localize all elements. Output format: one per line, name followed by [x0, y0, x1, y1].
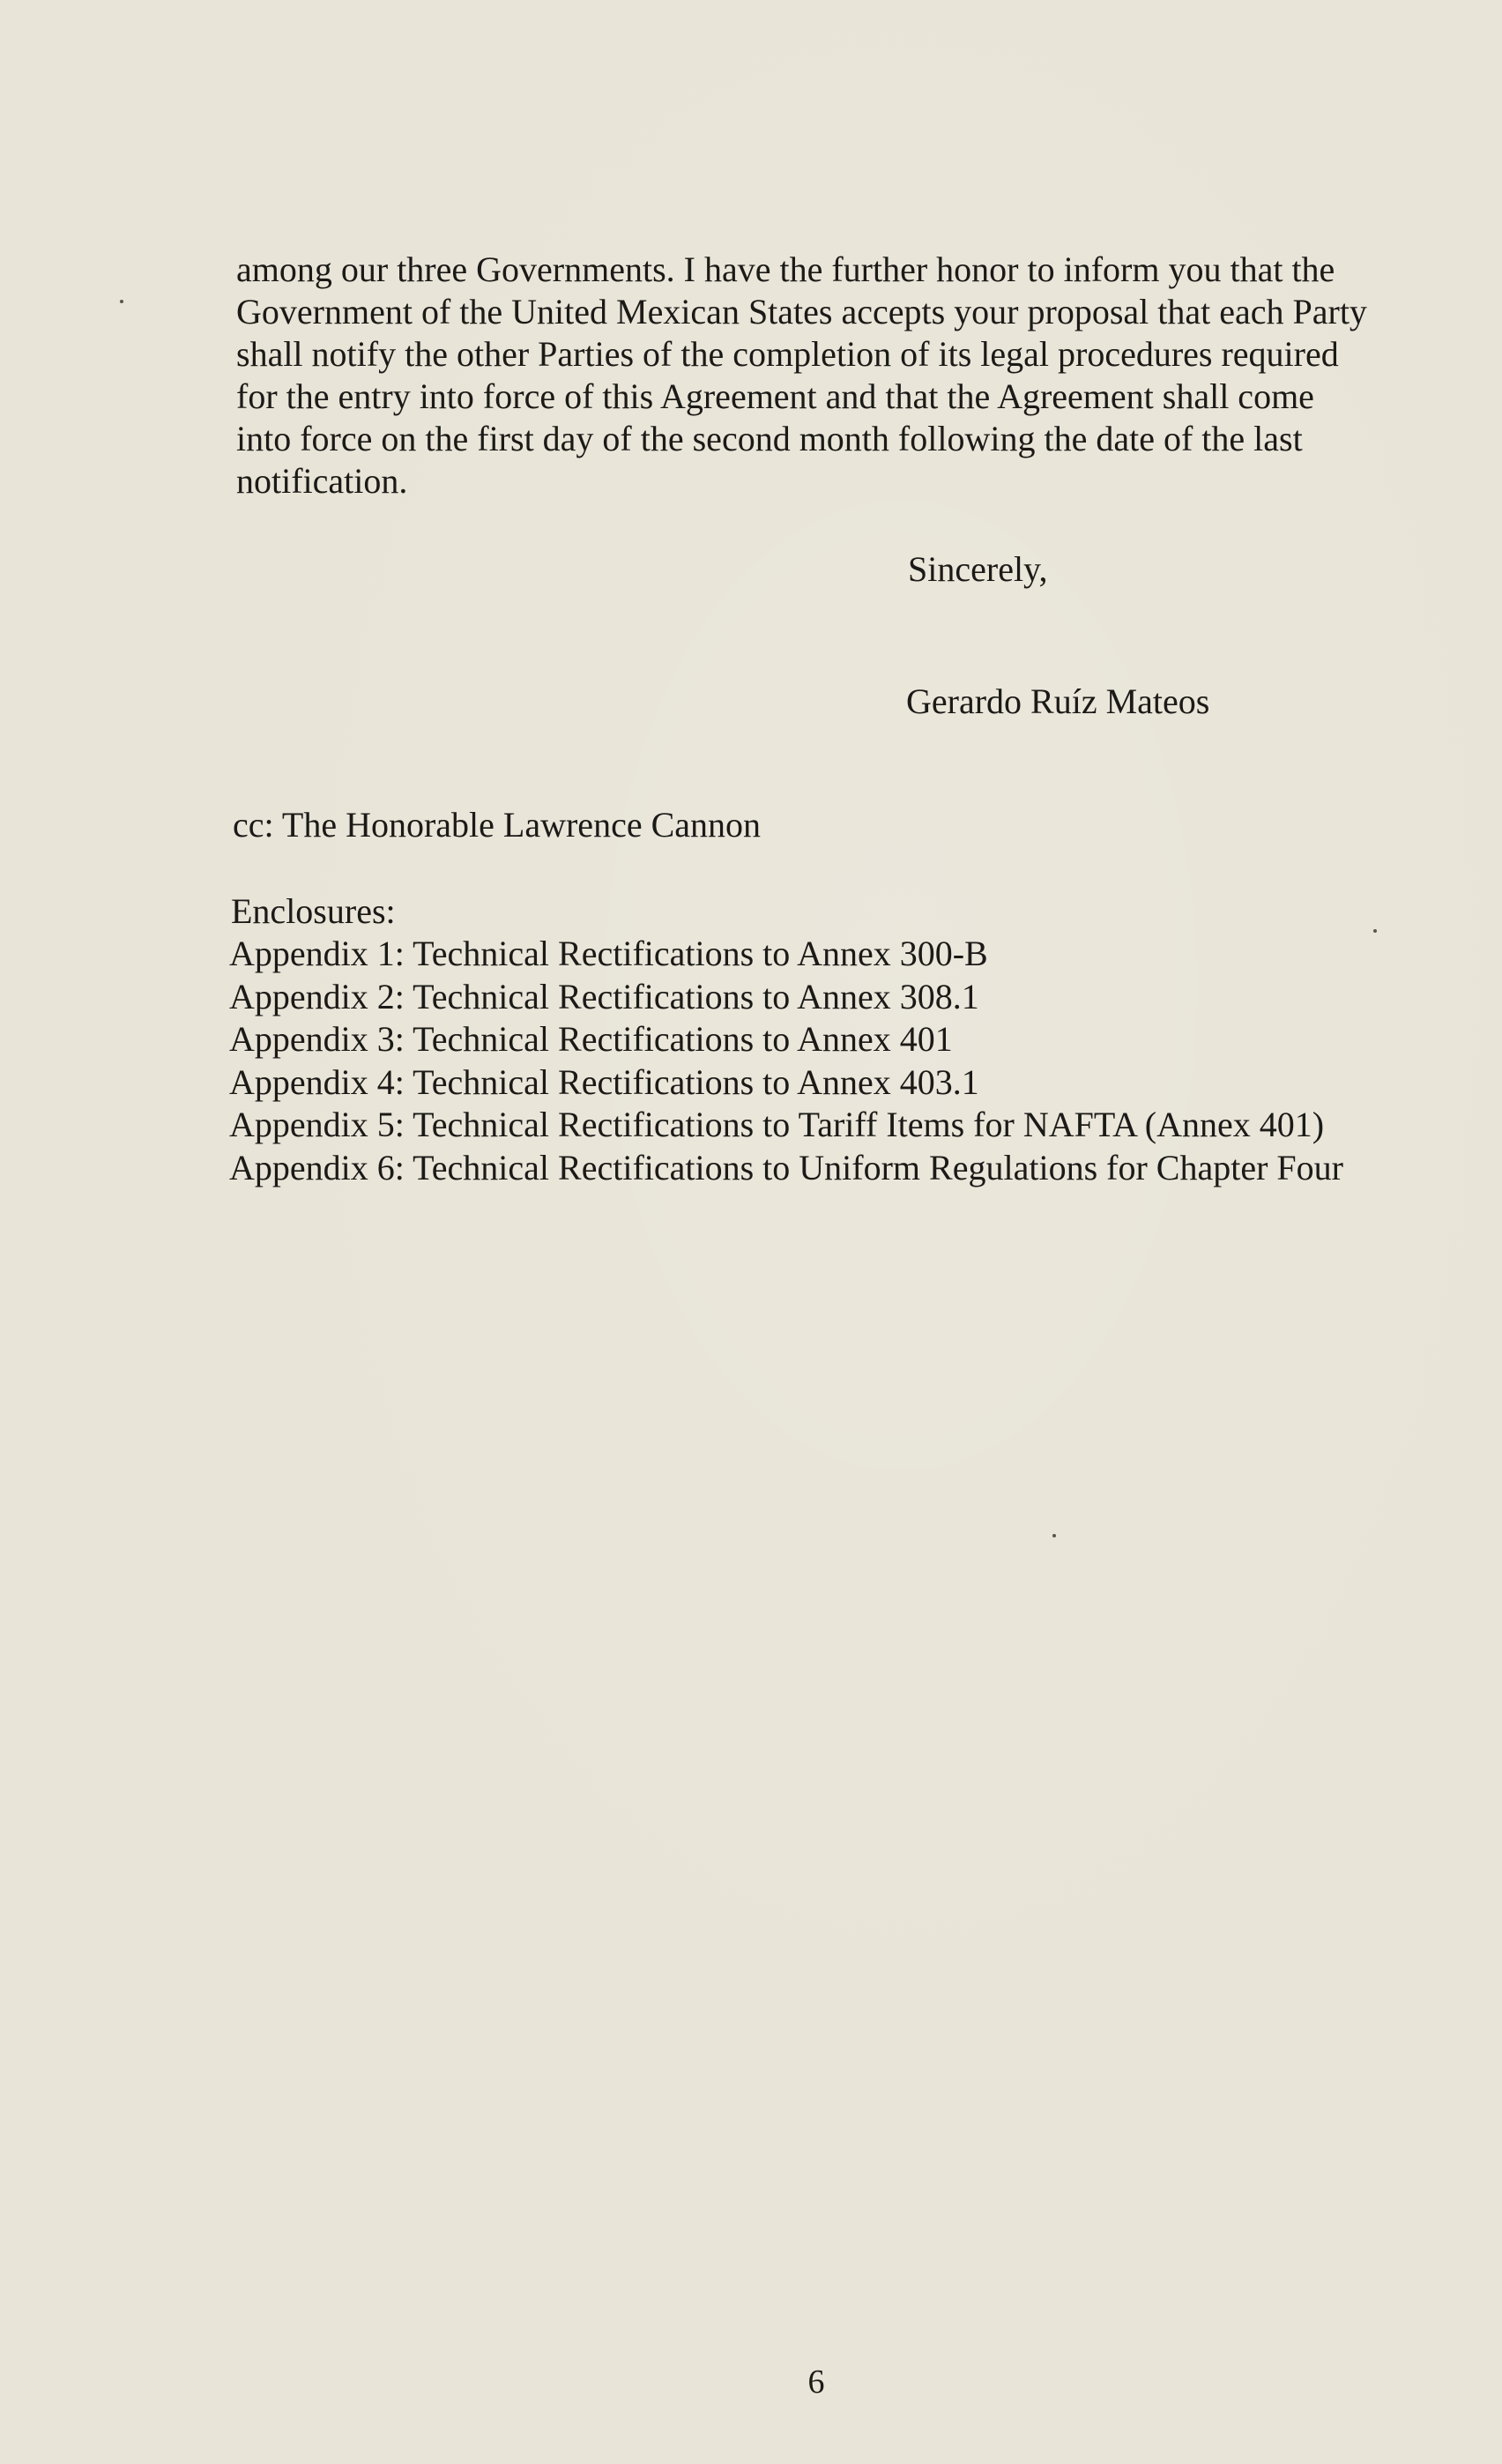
body-line: into force on the first day of the second month following the date of the last [236, 419, 1303, 458]
body-line: notification. [236, 461, 408, 501]
cc-line: cc: The Honorable Lawrence Cannon [233, 805, 762, 845]
scan-speck [120, 300, 123, 303]
scan-speck [1373, 929, 1377, 933]
enclosures-list [229, 933, 1343, 1189]
body-line: Government of the United Mexican States accepts your proposal that each Party [236, 292, 1367, 331]
signer-name: Gerardo Ruíz Mateos [906, 681, 1210, 721]
enclosure-item: Appendix 1: Technical Rectifications to Annex 300-B [229, 934, 988, 973]
body-line: among our three Governments. I have the further honor to inform you that the [236, 249, 1335, 289]
enclosure-item: Appendix 6: Technical Rectifications to Uniform Regulations for Chapter Four [229, 1147, 1343, 1187]
enclosure-item: Appendix 5: Technical Rectifications to Tariff Items for NAFTA (Annex 401) [229, 1105, 1325, 1144]
enclosure-item: Appendix 4: Technical Rectifications to Annex 403.1 [229, 1061, 979, 1102]
letter-body-paragraph [236, 249, 1444, 502]
enclosure-item: Appendix 2: Technical Rectifications to Annex 308.1 [229, 976, 979, 1016]
enclosure-item: Appendix 3: Technical Rectifications to Annex 401 [229, 1019, 953, 1059]
page-number: 6 [807, 2364, 825, 2401]
bleed-through-shading [212, 547, 1446, 1957]
enclosures-heading: Enclosures: [231, 891, 396, 931]
letter-closing: Sincerely, [908, 549, 1048, 589]
scan-speck [1052, 1534, 1056, 1537]
body-line: shall notify the other Parties of the completion of its legal procedures required [236, 334, 1339, 374]
body-line: for the entry into force of this Agreement and that the Agreement shall come [236, 376, 1314, 416]
